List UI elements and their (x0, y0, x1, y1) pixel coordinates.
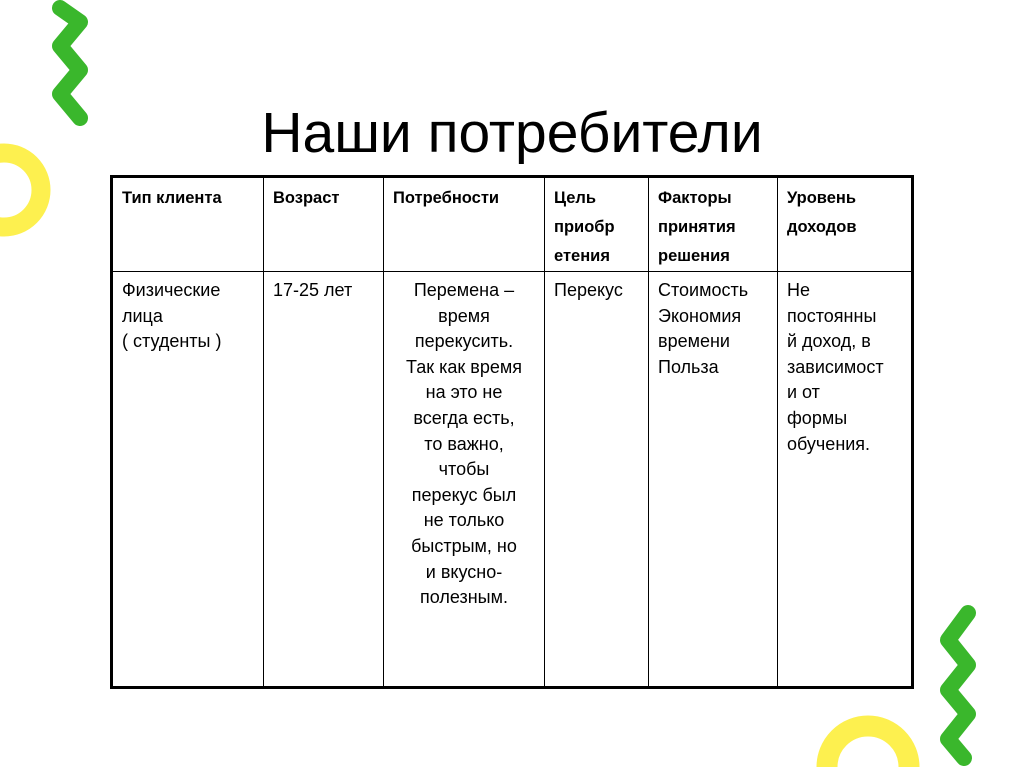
header-purchase-goal: Цель приобр етения (545, 177, 649, 272)
slide-title: Наши потребители (261, 101, 763, 165)
consumers-table (110, 175, 914, 689)
cell-purchase-goal: Перекус (545, 272, 649, 688)
table-header-row (112, 177, 913, 272)
header-client-type: Тип клиента (112, 177, 264, 272)
header-income-level: Уровень доходов (778, 177, 913, 272)
header-decision-factors: Факторы принятия решения (649, 177, 778, 272)
cell-income-level: Не постоянны й доход, в зависимост и от формы обучения. (778, 272, 913, 688)
cell-needs: Перемена – время перекусить. Так как время на это не всегда есть, то важно, чтобы перекус был не только быстрым, но и вкусно- полезным. (384, 272, 545, 688)
cell-client-type: Физические лица ( студенты ) (112, 272, 264, 688)
header-needs: Потребности (384, 177, 545, 272)
cell-age: 17-25 лет (264, 272, 384, 688)
table-row (112, 272, 913, 688)
yellow-ring-bottom (827, 726, 909, 767)
cell-decision-factors: Стоимость Экономия времени Польза (649, 272, 778, 688)
header-age: Возраст (264, 177, 384, 272)
green-zigzag-bottom-right (948, 613, 968, 758)
